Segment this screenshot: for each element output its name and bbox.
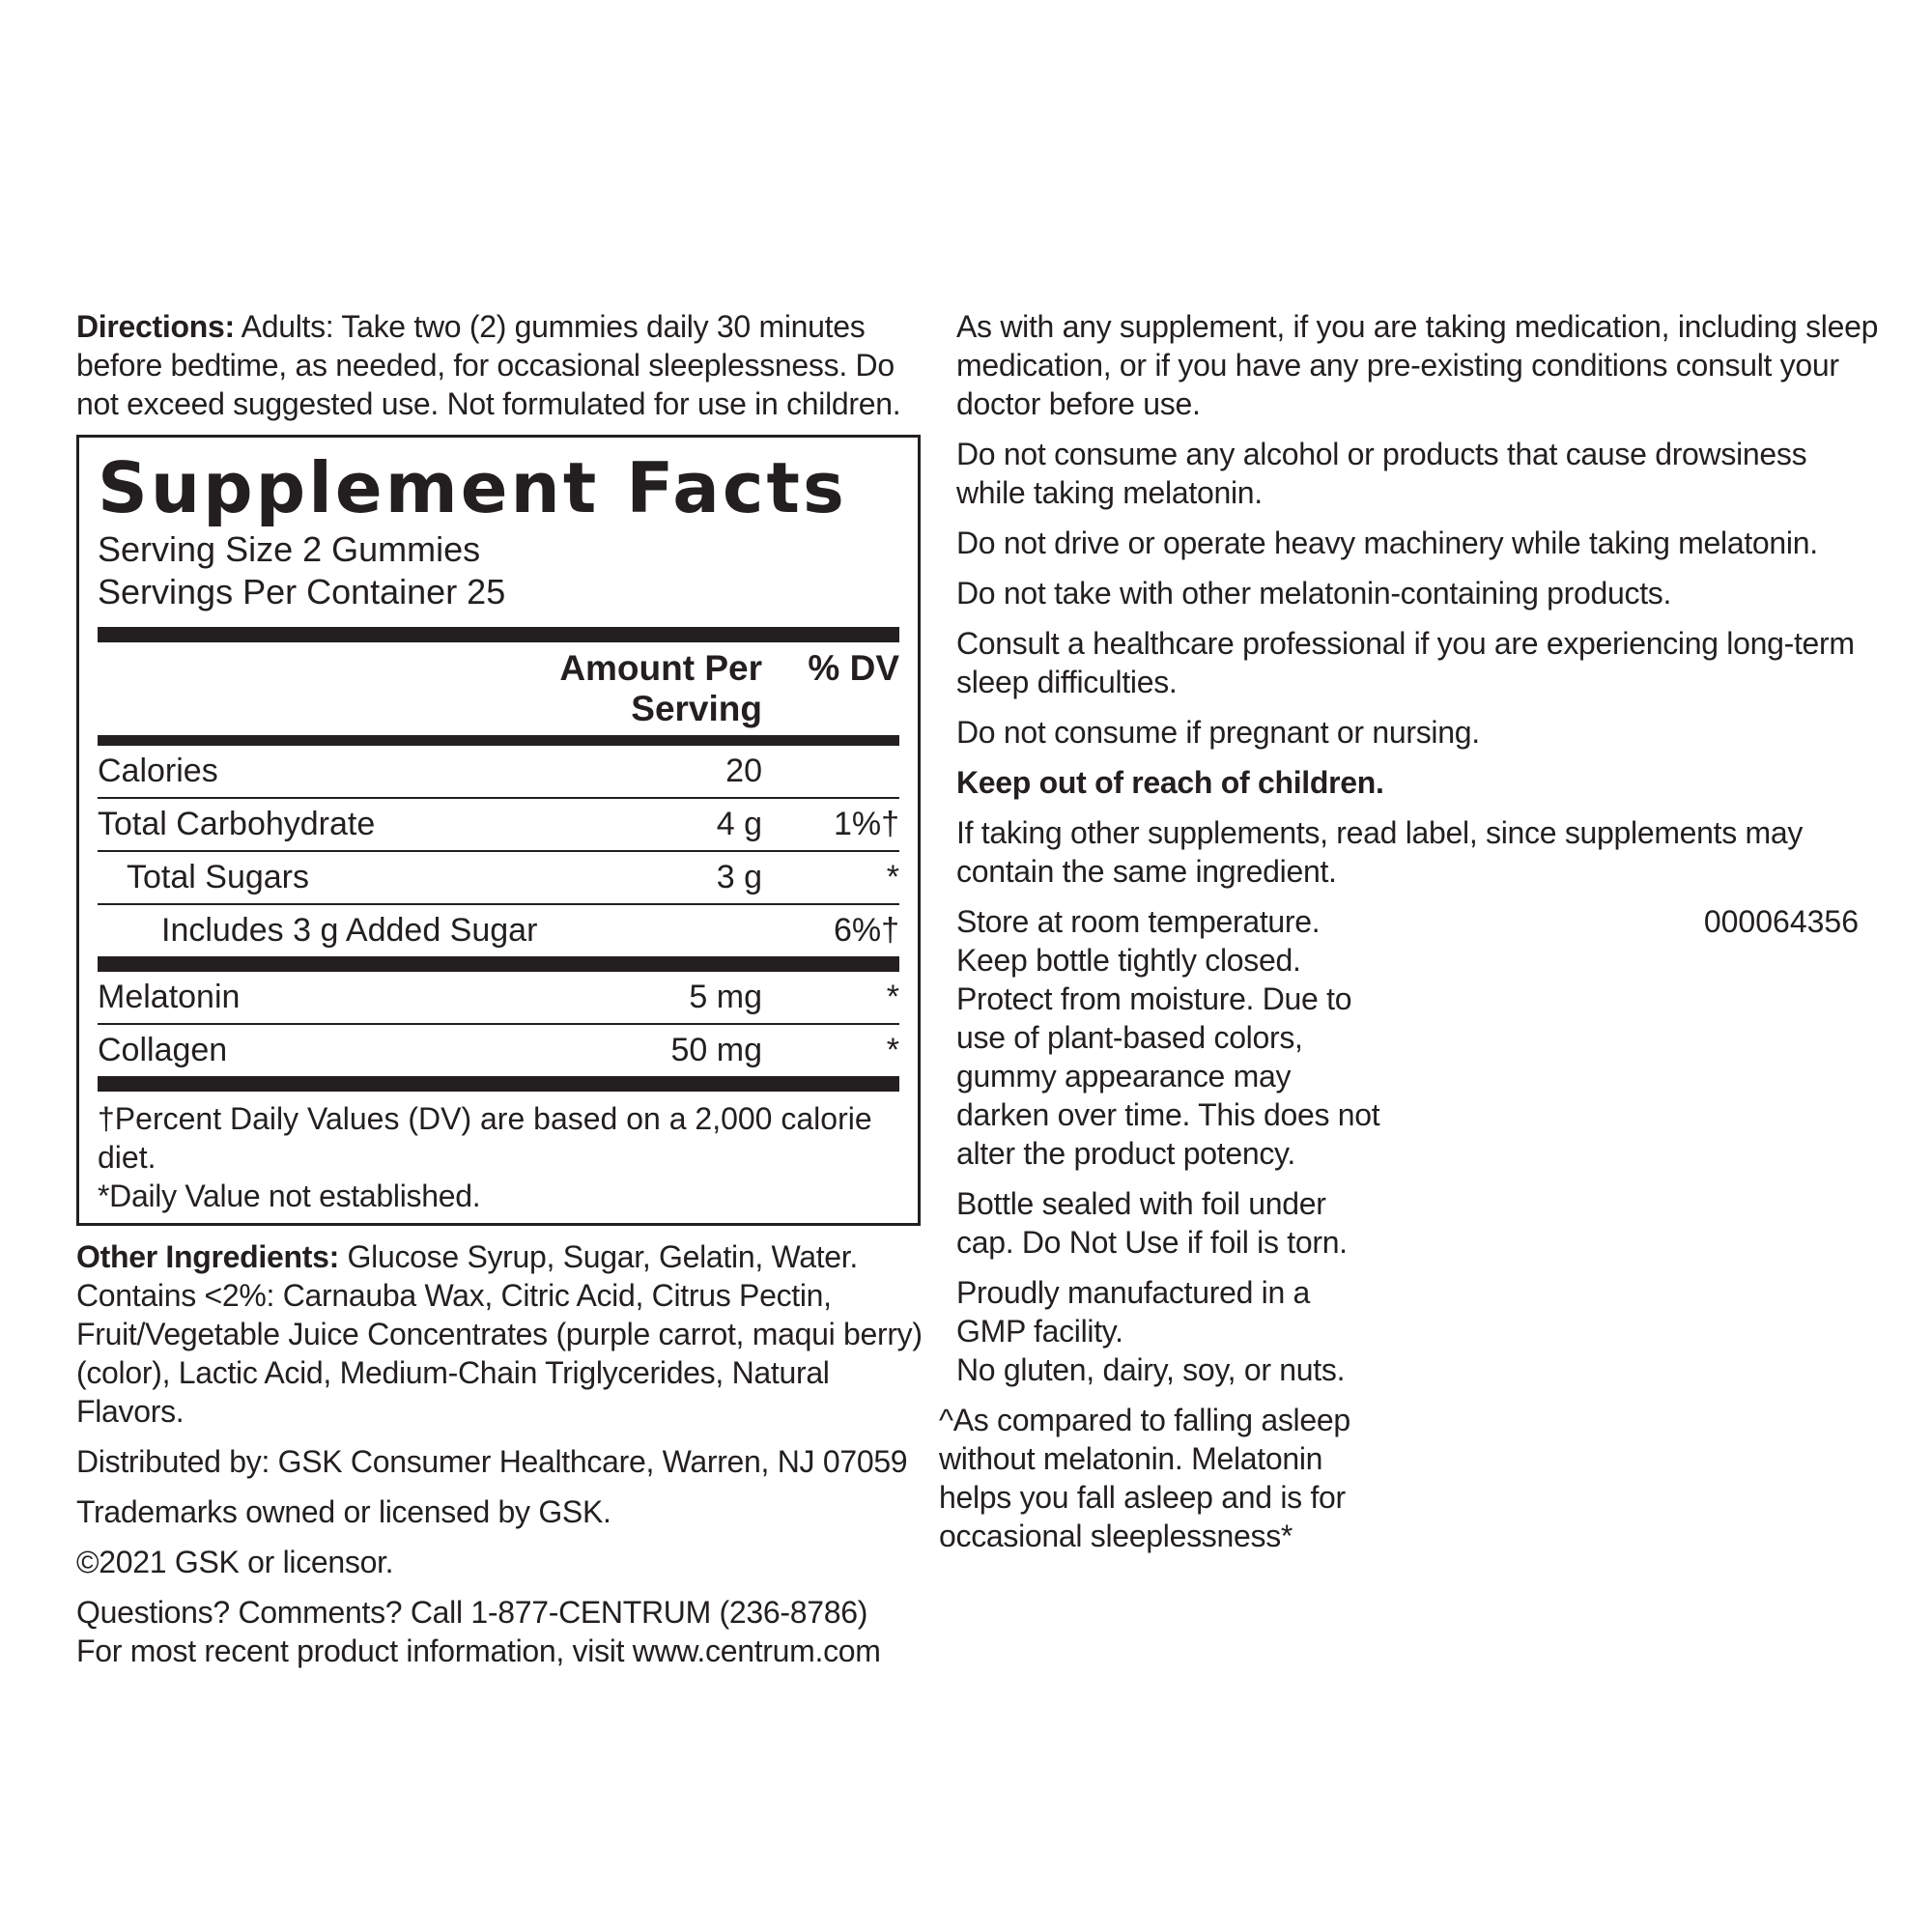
nutrient-amount: 3 g [716, 859, 762, 895]
copyright: ©2021 GSK or licensor. [76, 1545, 394, 1579]
facts-header [98, 642, 899, 735]
nutrient-row [98, 1025, 899, 1076]
ingredients-text: Glucose Syrup, Sugar, Gelatin, Water. Contains <2%: Carnauba Wax, Citric Acid, Citrus Pectin, Fruit/Vegetable Juice Concentrates (purple carrot, maqui berry) (color), Lactic Acid, Medium-Chain Triglycerides, Natural Flavors. [76, 1239, 923, 1429]
warning-machinery: Do not drive or operate heavy machinery while taking melatonin. [956, 526, 1818, 560]
nutrient-row [98, 852, 899, 905]
directions-label: Directions: [76, 309, 235, 344]
product-code: 000064356 [1703, 904, 1859, 939]
nutrient-label: Total Sugars [127, 859, 309, 895]
warning-consult: Consult a healthcare professional if you are experiencing long-term sleep difficulties. [956, 626, 1855, 699]
warning-other-products: Do not take with other melatonin-containing products. [956, 576, 1672, 611]
nutrient-label: Includes 3 g Added Sugar [161, 912, 538, 949]
directions-text: Adults: Take two (2) gummies daily 30 minutes before bedtime, as needed, for occasional sleeplessness. Do not exceed suggested use. Not formulated for use in children. [76, 309, 901, 421]
nutrient-label: Total Carbohydrate [98, 806, 376, 842]
allergen-free: No gluten, dairy, soy, or nuts. [956, 1352, 1346, 1387]
nutrient-dv: * [886, 859, 899, 895]
nutrient-row [98, 799, 899, 852]
facts-title: Supplement Facts [98, 447, 847, 528]
nutrient-dv: * [886, 979, 899, 1015]
nutrient-amount: 5 mg [689, 979, 762, 1015]
ingredients-label: Other Ingredients: [76, 1239, 339, 1274]
nutrient-amount: 20 [725, 753, 762, 789]
nutrient-amount: 4 g [716, 806, 762, 842]
divider-thick [98, 956, 899, 972]
nutrient-amount: 50 mg [670, 1032, 762, 1068]
other-ingredients [76, 1237, 926, 1431]
nutrient-dv: 6%† [833, 912, 899, 949]
divider-thick [98, 627, 899, 642]
col-dv-header: % DV [808, 648, 899, 688]
nutrient-row [98, 746, 899, 799]
nutrient-label: Collagen [98, 1032, 228, 1068]
warning-children: Keep out of reach of children. [956, 765, 1384, 800]
warning-medication: As with any supplement, if you are taking medication, including sleep medication, or if you have any pre-existing conditions consult your doctor before use. [956, 309, 1879, 421]
foil-seal-notice: Bottle sealed with foil under cap. Do Not Use if foil is torn. [956, 1186, 1348, 1260]
questions-line: Questions? Comments? Call 1-877-CENTRUM (236-8786) [76, 1595, 868, 1630]
storage-instructions: Store at room temperature. Keep bottle tightly closed. Protect from moisture. Due to use of plant-based colors, gummy appearance may darken over time. This does not alter the product potency. [956, 904, 1380, 1171]
distributed-by: Distributed by: GSK Consumer Healthcare, Warren, NJ 07059 [76, 1444, 908, 1479]
right-column [939, 307, 1884, 1555]
melatonin-footnote: ^As compared to falling asleep without melatonin. Melatonin helps you fall asleep and is for occasional sleeplessness* [939, 1403, 1350, 1553]
footnote-dv: †Percent Daily Values (DV) are based on a 2,000 calorie diet. [98, 1101, 872, 1175]
trademarks: Trademarks owned or licensed by GSK. [76, 1494, 611, 1529]
directions [76, 307, 926, 423]
product-info-line: For most recent product information, visit www.centrum.com [76, 1634, 881, 1668]
divider-medium [98, 735, 899, 746]
nutrient-dv: 1%† [833, 806, 899, 842]
left-column [76, 307, 926, 1670]
serving-size: Serving Size 2 Gummies [98, 529, 481, 569]
warning-other-supplements: If taking other supplements, read label, since supplements may contain the same ingredient. [956, 815, 1804, 889]
nutrient-dv: * [886, 1032, 899, 1068]
nutrient-row [98, 905, 899, 956]
nutrient-label: Melatonin [98, 979, 241, 1015]
gmp-facility: Proudly manufactured in a GMP facility. [956, 1275, 1311, 1349]
supplement-facts-panel [76, 435, 921, 1226]
divider-thick [98, 1076, 899, 1092]
storage-block [956, 902, 1884, 1173]
warning-pregnant: Do not consume if pregnant or nursing. [956, 715, 1480, 750]
warning-alcohol: Do not consume any alcohol or products that cause drowsiness while taking melatonin. [956, 437, 1807, 510]
servings-per-container: Servings Per Container 25 [98, 572, 506, 611]
col-amount-header: Amount Per Serving [559, 648, 762, 728]
nutrient-row [98, 972, 899, 1025]
footnote-not-established: *Daily Value not established. [98, 1179, 481, 1213]
nutrient-label: Calories [98, 753, 218, 789]
